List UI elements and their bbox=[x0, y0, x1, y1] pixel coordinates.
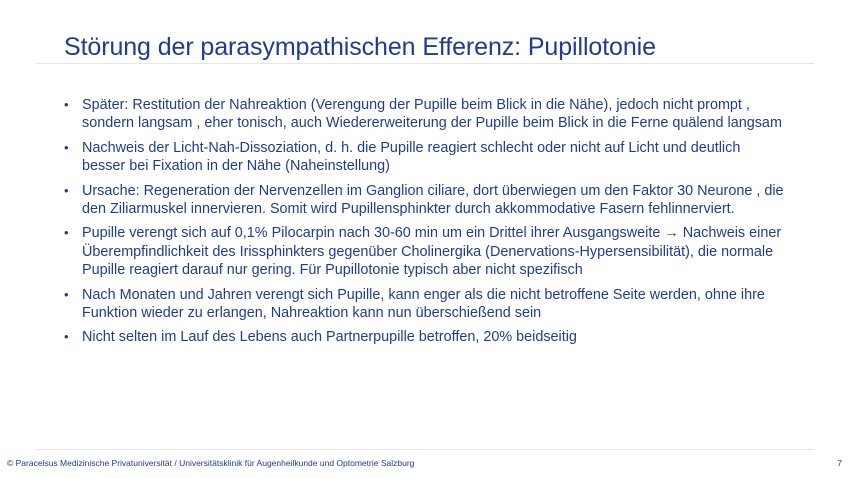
bullet-icon: • bbox=[64, 286, 69, 302]
bullet-icon: • bbox=[64, 139, 69, 155]
bullet-icon: • bbox=[64, 225, 69, 241]
footer-divider bbox=[36, 449, 814, 450]
bullet-item bbox=[64, 96, 784, 133]
arrow-right-icon: → bbox=[664, 225, 679, 242]
bullet-item bbox=[64, 328, 784, 346]
bullet-item bbox=[64, 224, 784, 279]
bullet-item bbox=[64, 182, 784, 219]
bullet-text: Nicht selten im Lauf des Lebens auch Partnerpupille betroffen, 20% beidseitig bbox=[82, 329, 577, 346]
bullet-icon: • bbox=[64, 182, 69, 198]
bullet-text: Ursache: Regeneration der Nervenzellen im Ganglion ciliare, dort überwiegen um den Faktor 30 Neurone , die den Ziliarmuskel innervieren. Somit wird Pupillensphinkter durch akkommodative Fasern fehlinnerviert. bbox=[82, 182, 784, 218]
title-divider bbox=[36, 63, 814, 64]
bullet-text: Nachweis der Licht-Nah-Dissoziation, d. h. die Pupille reagiert schlecht oder nicht auf Licht und deutlich besser bei Fixation in der Nähe (Naheinstellung) bbox=[82, 139, 741, 175]
bullet-item bbox=[64, 286, 784, 323]
page-number: 7 bbox=[837, 458, 842, 468]
slide-title: Störung der parasympathischen Efferenz: Pupillotonie bbox=[64, 33, 656, 61]
bullet-text: Pupille verengt sich auf 0,1% Pilocarpin nach 30-60 min um ein Drittel ihrer Ausgangsweite bbox=[82, 225, 661, 242]
footer-copyright: © Paracelsus Medizinische Privatuniversität / Universitätsklinik für Augenheilkunde und Optometrie Salzburg bbox=[7, 458, 415, 468]
bullet-item bbox=[64, 139, 784, 176]
bullet-icon: • bbox=[64, 97, 69, 112]
bullet-text: Nach Monaten und Jahren verengt sich Pupille, kann enger als die nicht betroffene Seite werden, ohne ihre Funktion wieder zu erlangen, Nahreaktion kann nun überschießend sein bbox=[82, 286, 765, 322]
bullet-text: Später: Restitution der Nahreaktion (Verengung der Pupille beim Blick in die Nähe), jedoch nicht prompt , sondern langsam , eher tonisch, auch Wiedererweiterung der Pupille beim Blick in die Ferne quälend langsam bbox=[82, 97, 782, 132]
bullet-icon: • bbox=[64, 329, 69, 345]
bullet-list bbox=[64, 96, 784, 353]
bullet-text-continued: Nachweis einer Überempfindlichkeit des Irissphinkters gegenüber Cholinergika (Denervations-Hypersensibilität), die normale Pupille reagiert darauf nur gering. Für Pupillotonie typisch aber nicht spezifisch bbox=[82, 225, 782, 279]
